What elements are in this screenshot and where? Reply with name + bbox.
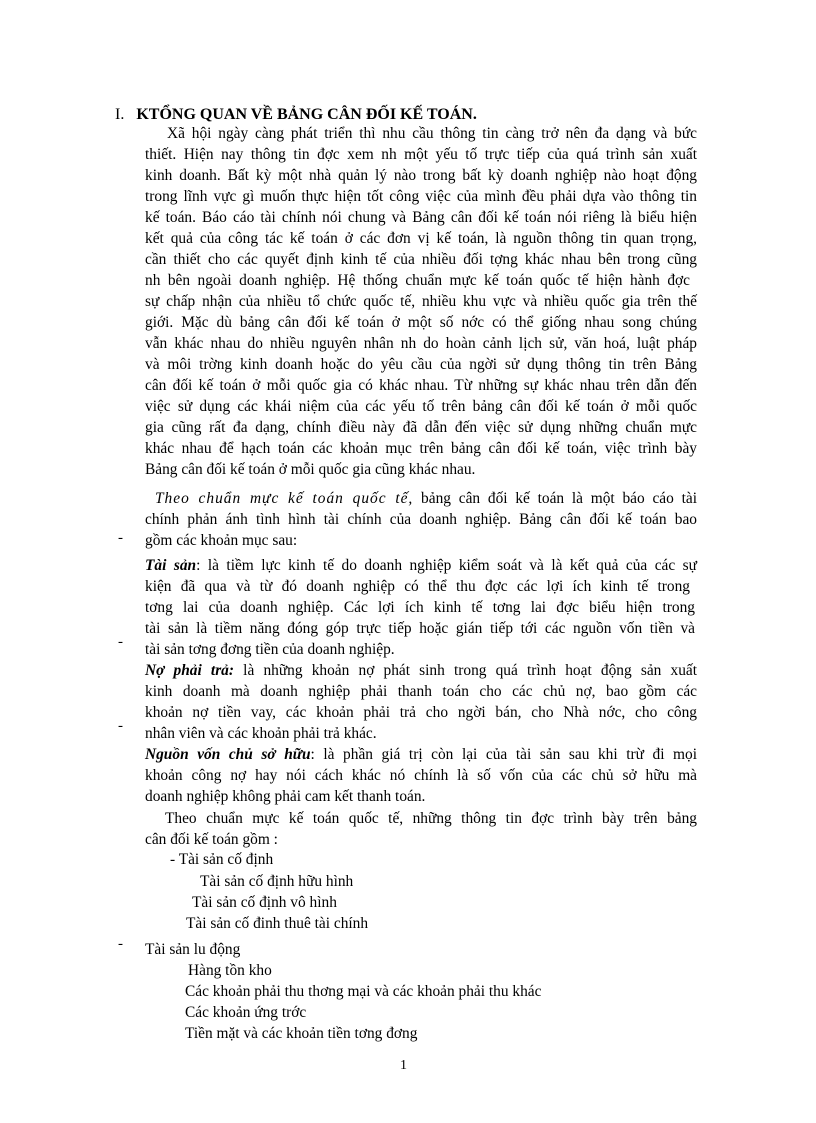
section-title: KTỔNG QUAN VỀ BẢNG CÂN ĐỐI KẾ TOÁN. xyxy=(136,106,477,123)
list-item-line: khoản công nợ hay nói cách khác nó chính là số vốn của các chủ sở hữu mà xyxy=(145,767,697,784)
paragraph-line: Xã hội ngày càng phát triển thì nhu cầu thông tin càng trở nên đa dạng và bức xyxy=(167,125,697,142)
paragraph-line: kế toán. Báo cáo tài chính nói chung và Bảng cân đối kế toán nói riêng là biểu hiện xyxy=(145,209,697,226)
term-label: Tài sản xyxy=(145,557,197,574)
paragraph-line: vẫn khác nhau do nhiều nguyên nhân nh do hoàn cảnh lịch sử, văn hoá, luật pháp xyxy=(145,335,697,352)
bullet-marker: - xyxy=(118,718,123,734)
text-span: là những khoản nợ phát sinh trong quá trình hoạt động sản xuất xyxy=(234,662,697,679)
paragraph-line: và môi trờng kinh doanh hoặc do yêu cầu của ngời sử dụng thông tin trên Bảng xyxy=(145,356,697,373)
paragraph-line: kinh doanh. Bất kỳ một nhà quản lý nào trong bất kỳ doanh nghiệp nào hoạt động xyxy=(145,167,697,184)
fixed-asset-item: Tài sản cố đinh thuê tài chính xyxy=(186,915,369,932)
list-item-line: nhân viên và các khoản phải trả khác. xyxy=(145,725,377,742)
italic-phrase: Theo chuẩn mực kế toán quốc tế, xyxy=(155,490,414,507)
list-item-line: tài sản là tiềm năng đóng góp trực tiếp hoặc gián tiếp tới các nguồn vốn tiền và xyxy=(145,620,695,637)
section-number: I. xyxy=(115,106,125,123)
current-asset-item: Các khoản phải thu thơng mại và các khoản phải thu khác xyxy=(185,983,542,1000)
fixed-asset-item: Tài sản cố định hữu hình xyxy=(200,873,354,890)
paragraph-line: khác nhau để hạch toán các khoản mục trên bảng cân đối kế toán, việc trình bày xyxy=(145,440,697,457)
paragraph-line: chính phản ánh tình hình tài chính của doanh nghiệp. Bảng cân đối kế toán bao xyxy=(145,511,697,528)
paragraph-line: thiết. Hiện nay thông tin đợc xem nh một yếu tố trực tiếp của quá trình sản xuất xyxy=(145,146,697,163)
text-span: : là tiềm lực kinh tế do doanh nghiệp kiểm soát và là kết quả của các sự xyxy=(196,557,697,574)
fixed-assets-header: - Tài sản cố định xyxy=(170,851,274,868)
list-item-line: kiện đã qua và từ đó doanh nghiệp có thể thu đợc các lợi ích kinh tế trong xyxy=(145,578,690,595)
paragraph-line: Theo chuẩn mực kế toán quốc tế, những thông tin đợc trình bày trên bảng xyxy=(165,810,697,827)
current-assets-header: Tài sản lu động xyxy=(145,941,241,958)
list-item-line: doanh nghiệp không phải cam kết thanh toán. xyxy=(145,788,426,805)
paragraph-line: gồm các khoản mục sau: xyxy=(145,532,298,549)
paragraph-line: kết quả của công tác kế toán ở các đơn vị kế toán, là nguồn thông tin quan trọng, xyxy=(145,230,697,247)
list-item-line: khoản nợ tiền vay, các khoản phải trả cho ngời bán, cho Nhà nớc, cho công xyxy=(145,704,697,721)
paragraph-line: nh bên ngoài doanh nghiệp. Hệ thống chuẩn mực kế toán quốc tế hiện hành đợc xyxy=(145,272,690,289)
paragraph-line xyxy=(155,489,697,509)
paragraph-line: cần thiết cho các quyết định kinh tế của nhiều đối tợng khác nhau bên trong cũng xyxy=(145,251,697,268)
paragraph-line: việc sử dụng các khái niệm của các yếu tố trên bảng cân đối kế toán ở mỗi quốc xyxy=(145,398,697,415)
term-label: Nợ phải trả: xyxy=(145,662,235,679)
paragraph-line: giới. Mặc dù bảng cân đối kế toán ở một số nớc có thể giống nhau song chúng xyxy=(145,314,697,331)
list-item-line xyxy=(145,661,697,681)
list-item-line: kinh doanh mà doanh nghiệp phải thanh toán cho các chủ nợ, bao gồm các xyxy=(145,683,697,700)
current-asset-item: Tiền mặt và các khoản tiền tơng đơng xyxy=(185,1025,418,1042)
current-asset-item: Các khoản ứng trớc xyxy=(185,1004,307,1021)
paragraph-line: sự chấp nhận của nhiều tổ chức quốc tế, nhiều khu vực và nhiều quốc gia trên thế xyxy=(145,293,697,310)
paragraph-line: gia cũng rất đa dạng, chính điều này đã dẫn đến việc sử dụng những chuẩn mực xyxy=(145,419,697,436)
paragraph-line: Bảng cân đối kế toán ở mỗi quốc gia cũng khác nhau. xyxy=(145,461,476,478)
list-item-line xyxy=(145,556,697,576)
text-span: bảng cân đối kế toán là một báo cáo tài xyxy=(413,490,697,507)
bullet-marker: - xyxy=(118,530,123,546)
fixed-asset-item: Tài sản cố định vô hình xyxy=(192,894,337,911)
paragraph-line: trong lĩnh vực gì muốn thực hiện tốt công việc của mình đều phải dựa vào thông tin xyxy=(145,188,697,205)
paragraph-line: cân đối kế toán gồm : xyxy=(145,831,278,848)
page-number: 1 xyxy=(400,1058,407,1073)
bullet-marker: - xyxy=(118,936,123,952)
bullet-marker: - xyxy=(118,634,123,650)
paragraph-line: cân đối kế toán ở mỗi quốc gia có khác nhau. Từ những sự khác nhau trên dẫn đến xyxy=(145,377,697,394)
section-heading xyxy=(115,106,477,124)
text-span: : là phần giá trị còn lại của tài sản sau khi trừ đi mọi xyxy=(310,746,697,763)
list-item-line: tơng lai của doanh nghiệp. Các lợi ích kinh tế tơng lai đợc biểu hiện trong xyxy=(145,599,695,616)
current-asset-item: Hàng tồn kho xyxy=(188,962,272,979)
list-item-line: tài sản tơng đơng tiền của doanh nghiệp. xyxy=(145,641,395,658)
term-label: Nguồn vốn chủ sở hữu xyxy=(145,746,311,763)
list-item-line xyxy=(145,745,697,765)
